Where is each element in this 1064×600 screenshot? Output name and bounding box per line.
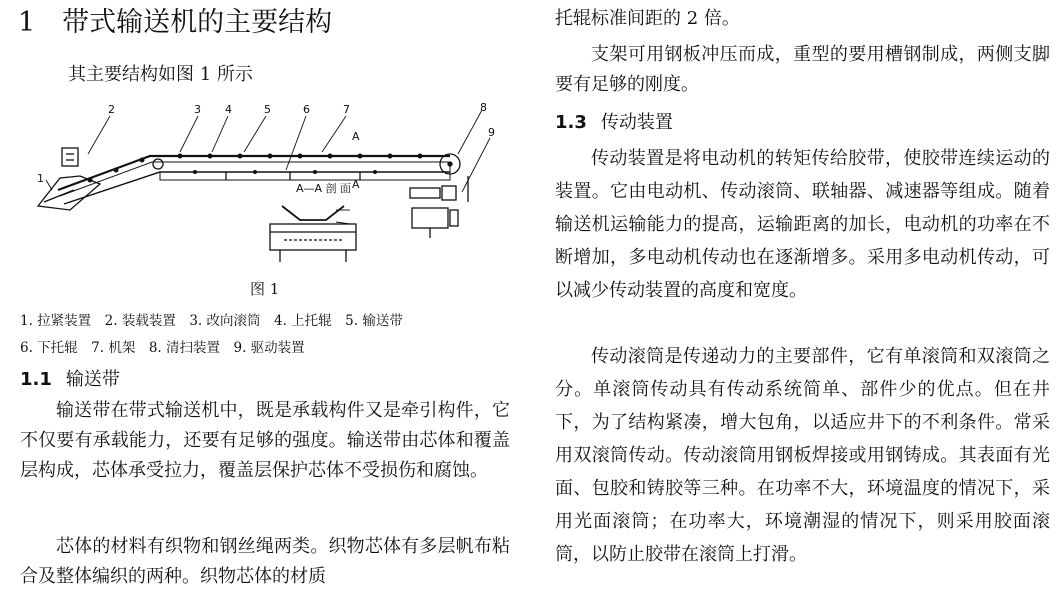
figure-caption: 图 1	[250, 280, 280, 298]
intro-text: 其主要结构如图 1 所示	[68, 64, 253, 85]
cross-section-shape	[270, 206, 356, 262]
lower-belt-shape	[64, 172, 450, 204]
heading-1-1-number: 1.1	[20, 369, 52, 390]
fig-label-1: 1	[37, 172, 44, 185]
fig-label-2: 2	[108, 103, 115, 116]
section-title: 1 带式输送机的主要结构	[18, 7, 333, 38]
fig-label-7: 7	[343, 103, 350, 116]
paragraph-drum: 传动滚筒是传递动力的主要部件，它有单滚筒和双滚筒之分。单滚筒传动具有传动系统简单、部件少的优点。但在井下，为了结构紧凑，增大包角，以适应井下的不利条件。常采用双滚筒传动。传动滚筒用钢板焊接或用钢铸成。其表面有光面、包胶和铸胶等三种。在功率不大，环境温度的情况下，采用光面滚筒；在功率大，环境潮湿的情况下，则采用胶面滚筒，以防止胶带在滚筒上打滑。	[555, 346, 1050, 565]
hopper-shape	[62, 148, 78, 166]
fig-label-5: 5	[264, 103, 271, 116]
section-view-label: A—A 剖 面	[296, 182, 352, 195]
heading-1-1-title: 输送带	[65, 369, 120, 390]
figure-legend-line1: 1. 拉紧装置 2. 装载装置 3. 改向滚筒 4. 上托辊 5. 输送带	[20, 313, 403, 329]
fig-label-8: 8	[480, 101, 487, 114]
paragraph-belt: 输送带在带式输送机中，既是承载构件又是牵引构件，它不仅要有承载能力，还要有足够的强度。输送带由芯体和覆盖层构成，芯体承受拉力，覆盖层保护芯体不受损伤和腐蚀。	[20, 400, 510, 481]
heading-1-3	[555, 111, 673, 135]
fig-label-6: 6	[303, 103, 310, 116]
heading-1-1	[20, 368, 120, 392]
figure-legend-line2: 6. 下托辊 7. 机架 8. 清扫装置 9. 驱动装置	[20, 340, 305, 356]
fig-label-4: 4	[225, 103, 232, 116]
heading-1-3-title: 传动装置	[600, 112, 673, 133]
fig-label-3: 3	[194, 103, 201, 116]
section-mark-a2: A	[352, 178, 360, 191]
paragraph-drive: 传动装置是将电动机的转矩传给胶带，使胶带连续运动的装置。它由电动机、传动滚筒、联轴器、减速器等组成。随着输送机运输能力的提高，运输距离的加长，电动机的功率在不断增加，多电动机传动也在逐渐增多。采用多电动机传动，可以减少传动装置的高度和宽度。	[555, 148, 1050, 301]
heading-1-3-number: 1.3	[555, 112, 587, 133]
paragraph-frame: 支架可用钢板冲压而成，重型的要用槽钢制成，两侧支脚要有足够的刚度。	[555, 44, 1050, 95]
continued-text: 托辊标准间距的 2 倍。	[555, 8, 740, 29]
idler-rollers	[88, 154, 423, 183]
leader-lines	[46, 110, 490, 224]
paragraph-core: 芯体的材料有织物和钢丝绳两类。织物芯体有多层帆布粘合及整体编织的两种。织物芯体的材质	[20, 536, 510, 587]
fig-label-9: 9	[488, 126, 495, 139]
section-mark-a1: A	[352, 130, 360, 143]
conveyor-figure	[30, 98, 508, 270]
drive-unit-shape	[410, 176, 468, 238]
